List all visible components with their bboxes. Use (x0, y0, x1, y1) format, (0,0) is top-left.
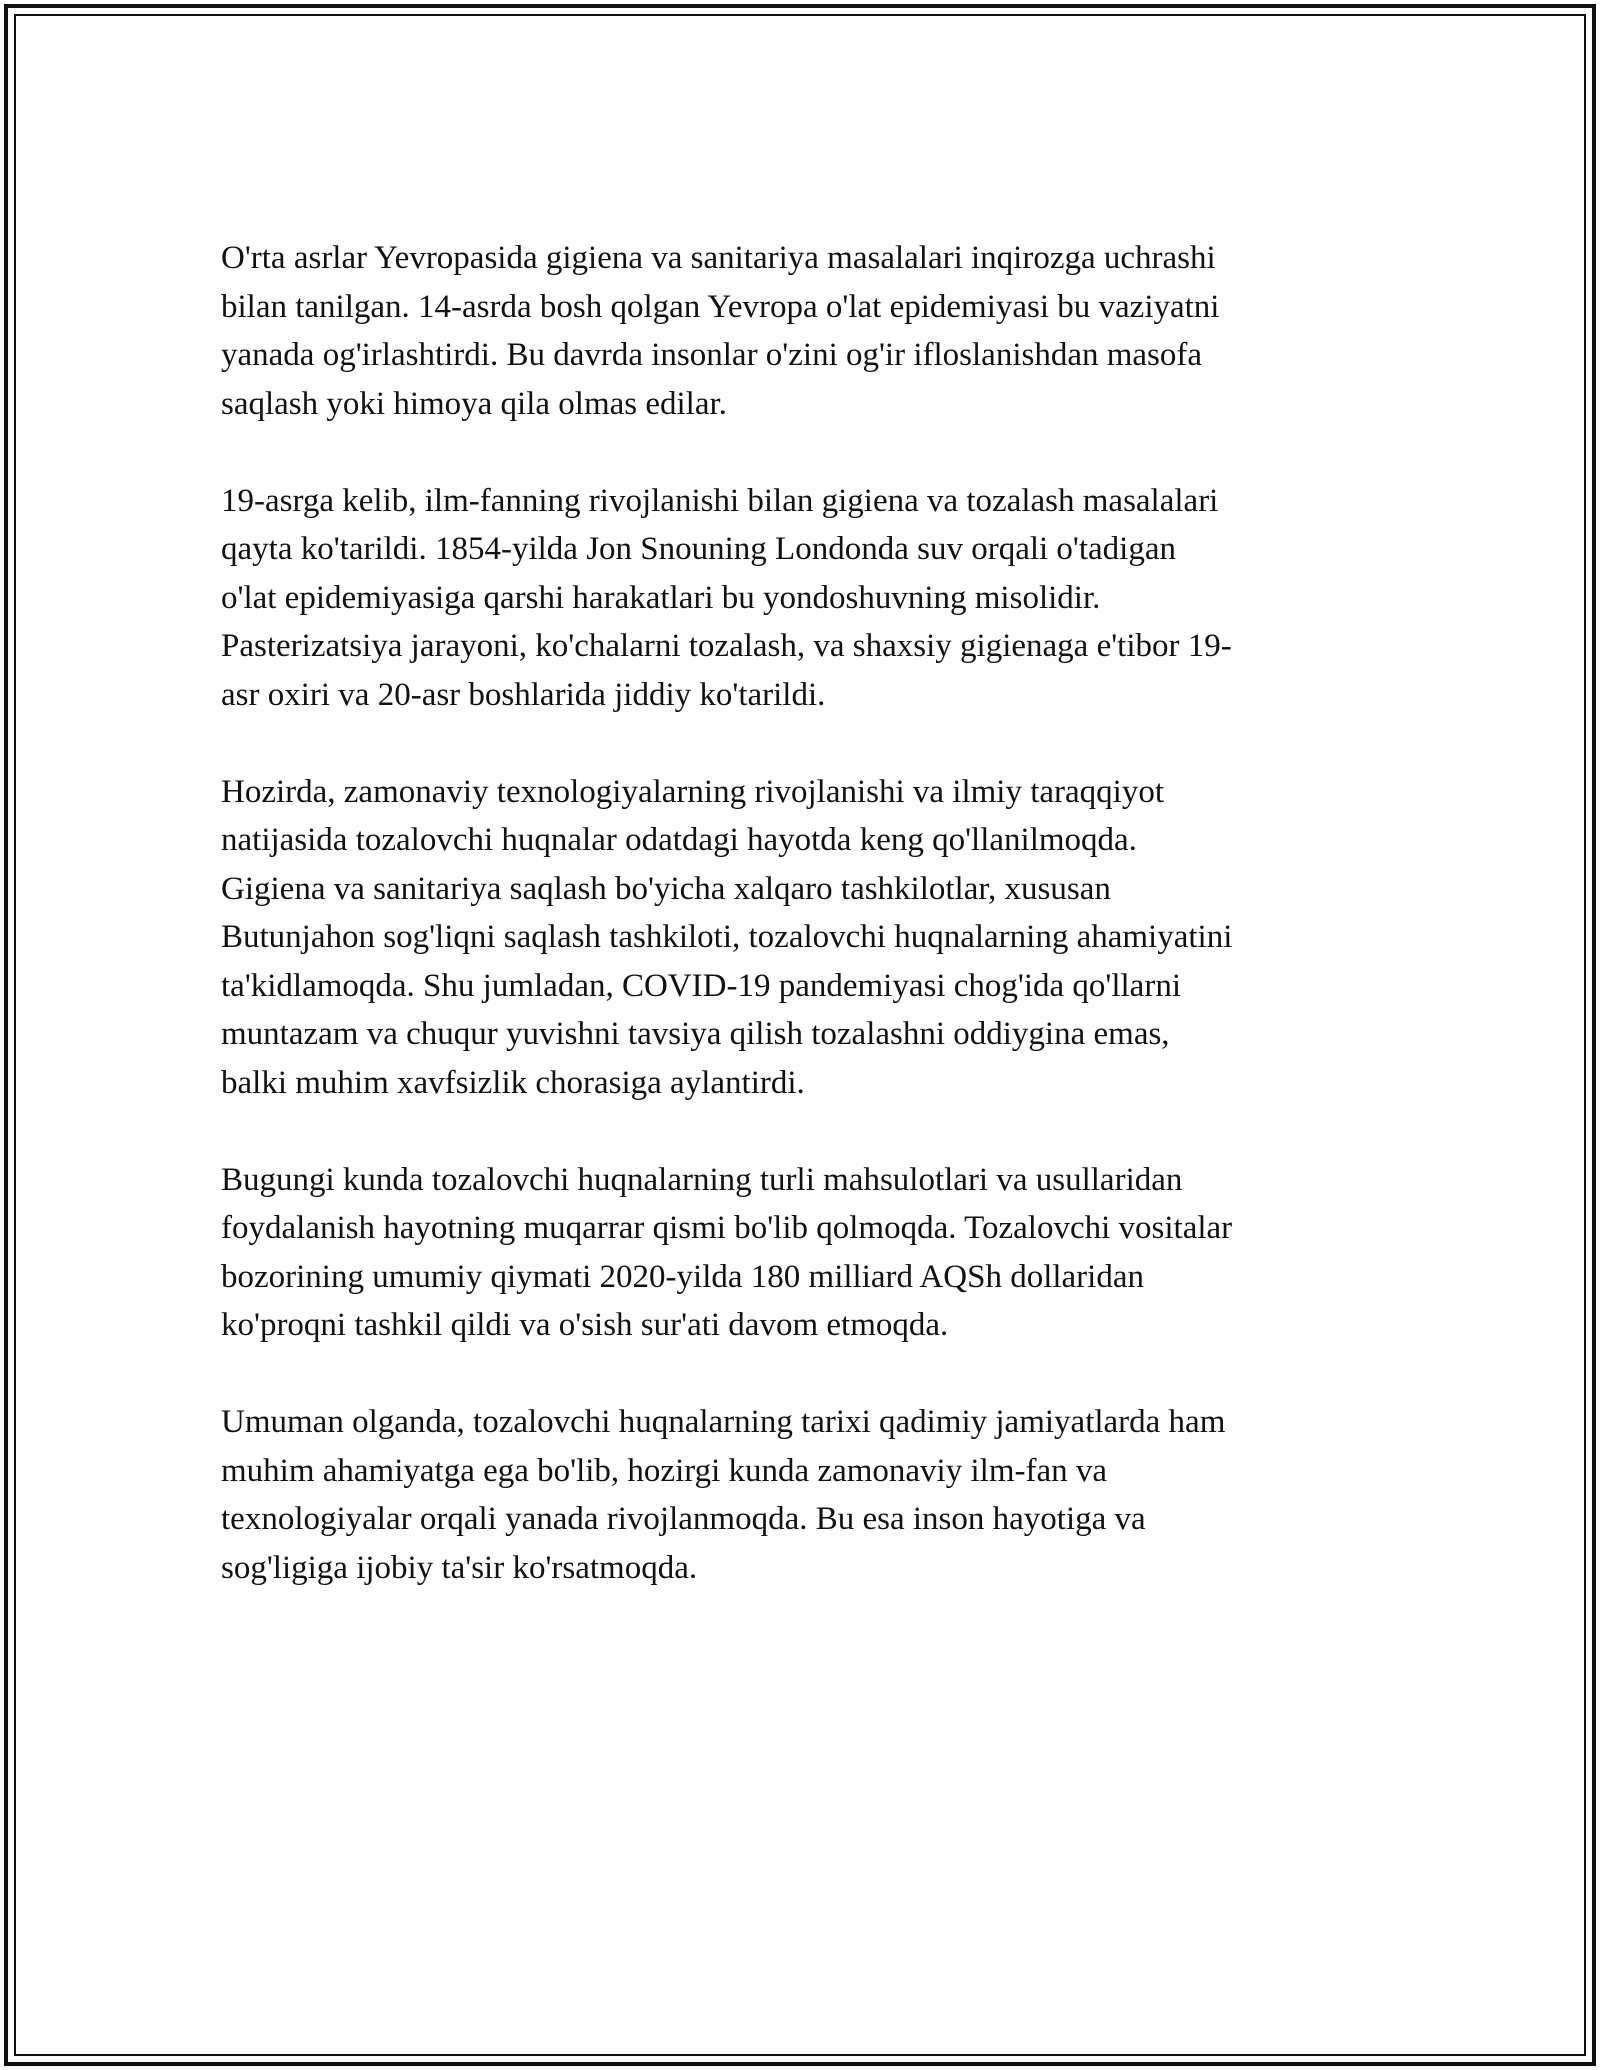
text-line: saqlash yoki himoya qila olmas edilar. (221, 385, 727, 422)
text-line: muntazam va chuqur yuvishni tavsiya qilish tozalashni oddiygina emas, (221, 1016, 1170, 1052)
text-line: o'lat epidemiyasiga qarshi harakatlari bu yondoshuvning misolidir. (221, 579, 1101, 616)
text-line: sog'ligiga ijobiy ta'sir ko'rsatmoqda. (221, 1549, 698, 1586)
text-line: texnologiyalar orqali yanada rivojlanmoqda. Bu esa inson hayotiga va (221, 1501, 1146, 1537)
paragraph-3 (221, 768, 1371, 1108)
text-line: bozorining umumiy qiymati 2020-yilda 180 milliard AQSh dollaridan (221, 1258, 1144, 1295)
paragraph-4 (221, 1156, 1371, 1350)
text-line: O'rta asrlar Yevropasida gigiena va sanitariya masalalari inqirozga uchrashi (221, 240, 1216, 276)
text-line: foydalanish hayotning muqarrar qismi bo'lib qolmoqda. Tozalovchi vositalar (221, 1210, 1233, 1246)
text-line: muhim ahamiyatga ega bo'lib, hozirgi kunda zamonaviy ilm-fan va (221, 1452, 1108, 1489)
text-line: Pasterizatsiya jarayoni, ko'chalarni tozalash, va shaxsiy gigienaga e'tibor 19- (221, 628, 1232, 664)
text-line: Gigiena va sanitariya saqlash bo'yicha xalqaro tashkilotlar, xususan (221, 870, 1111, 907)
paragraph-5 (221, 1398, 1371, 1592)
text-line: Butunjahon sog'liqni saqlash tashkiloti, tozalovchi huqnalarning ahamiyatini (221, 919, 1233, 955)
text-line: balki muhim xavfsizlik chorasiga aylantirdi. (221, 1064, 805, 1101)
text-line: 19-asrga kelib, ilm-fanning rivojlanishi bilan gigiena va tozalash masalalari (221, 482, 1219, 519)
paragraph-2 (221, 477, 1371, 720)
text-line: natijasida tozalovchi huqnalar odatdagi hayotda keng qo'llanilmoqda. (221, 822, 1137, 858)
text-line: bilan tanilgan. 14-asrda bosh qolgan Yevropa o'lat epidemiyasi bu vaziyatni (221, 288, 1220, 325)
text-line: yanada og'irlashtirdi. Bu davrda insonlar o'zini og'ir ifloslanishdan masofa (221, 337, 1203, 373)
text-line: qayta ko'tarildi. 1854-yilda Jon Snouning Londonda suv orqali o'tadigan (221, 531, 1177, 567)
text-line: Umuman olganda, tozalovchi huqnalarning tarixi qadimiy jamiyatlarda ham (221, 1404, 1226, 1440)
text-line: Bugungi kunda tozalovchi huqnalarning turli mahsulotlari va usullaridan (221, 1161, 1183, 1198)
text-line: asr oxiri va 20-asr boshlarida jiddiy ko'tarildi. (221, 676, 826, 713)
text-line: ta'kidlamoqda. Shu jumladan, COVID-19 pandemiyasi chog'ida qo'llarni (221, 967, 1181, 1004)
text-line: Hozirda, zamonaviy texnologiyalarning rivojlanishi va ilmiy taraqqiyot (221, 773, 1165, 810)
text-line: ko'proqni tashkil qildi va o'sish sur'ati davom etmoqda. (221, 1307, 949, 1343)
paragraph-1 (221, 234, 1371, 428)
document-body (221, 234, 1371, 1641)
